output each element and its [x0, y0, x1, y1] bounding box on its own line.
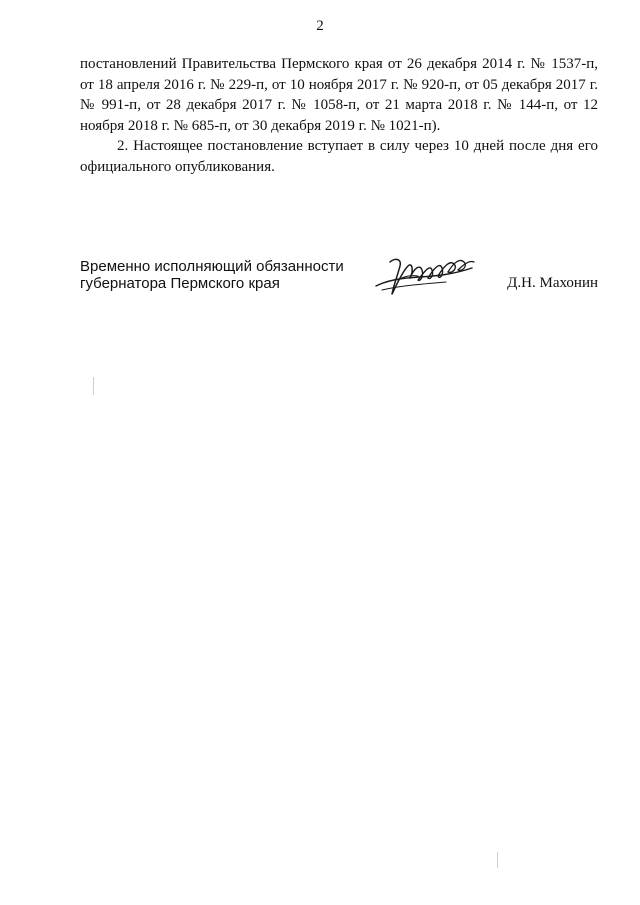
scan-artifact-left	[93, 377, 94, 395]
document-body	[80, 54, 598, 177]
handwritten-signature-icon	[368, 250, 478, 302]
signatory-title-line-2: губернатора Пермского края	[80, 275, 280, 292]
signature-block	[80, 258, 600, 308]
signatory-title-line-1: Временно исполняющий обязанности	[80, 258, 344, 275]
signatory-name: Д.Н. Махонин	[507, 275, 598, 291]
paragraph-effective-date: 2. Настоящее постановление вступает в силу через 10 дней после дня его официального опубликования.	[80, 138, 598, 175]
paragraph-continuation: постановлений Правительства Пермского края от 26 декабря 2014 г. № 1537-п, от 18 апреля 2016 г. № 229-п, от 10 ноября 2017 г. № 920-п, от 05 декабря 2017 г. № 991-п, от 28 декабря 2017 г. № 1058-п, от 21 марта 2018 г. № 144-п, от 12 ноября 2018 г. № 685-п, от 30 декабря 2019 г. № 1021-п).	[80, 56, 598, 134]
signatory-title	[80, 258, 360, 292]
scan-artifact-right	[497, 852, 498, 868]
page-number: 2	[316, 18, 324, 34]
